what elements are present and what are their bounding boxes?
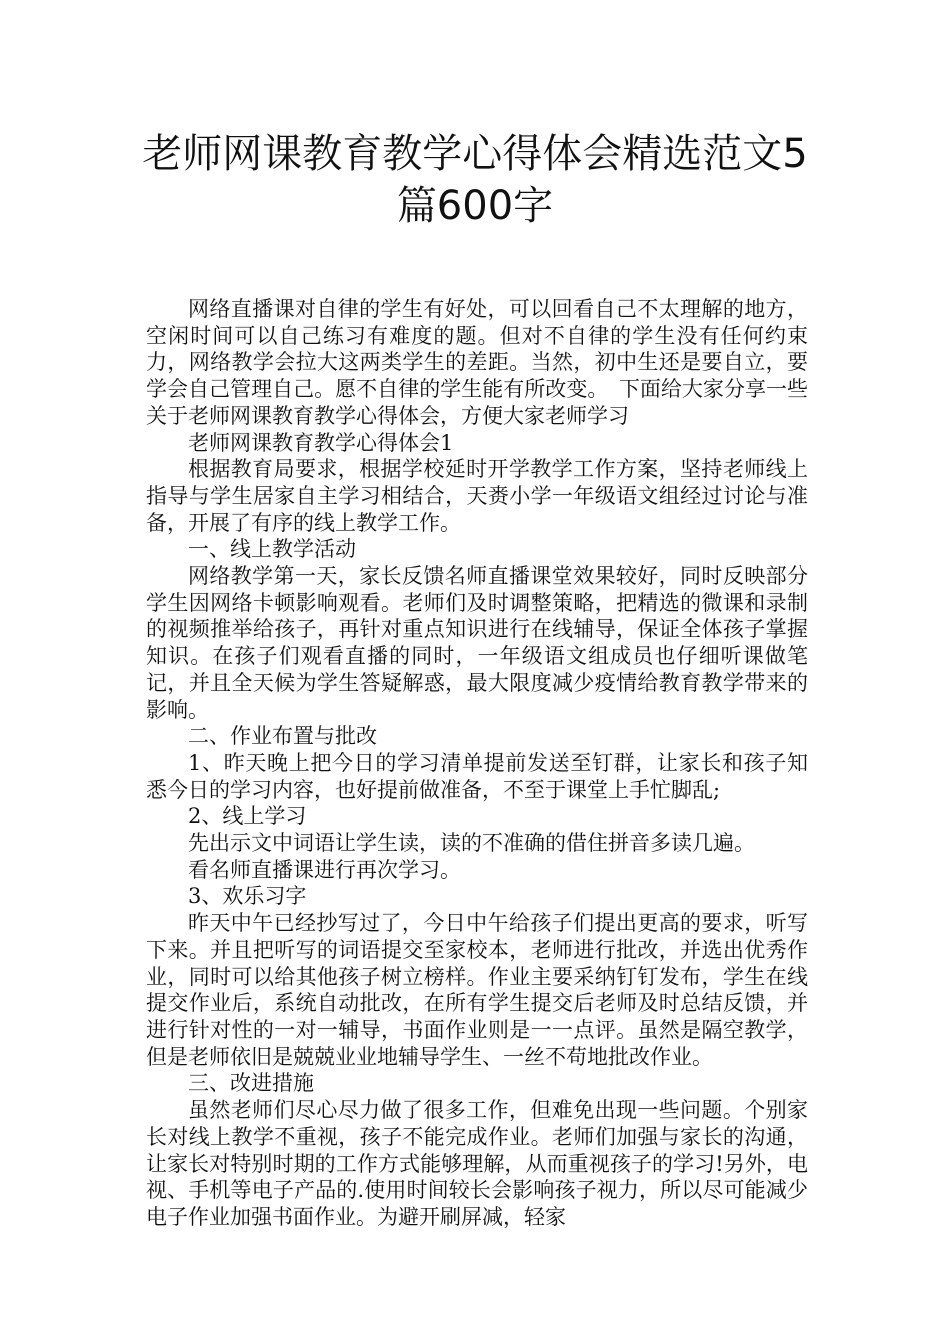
- body-paragraph: 1、昨天晚上把今日的学习清单提前发送至钉群，让家长和孩子知悉今日的学习内容，也好提前做准备，不至于课堂上手忙脚乱;: [146, 750, 808, 802]
- body-paragraph: 看名师直播课进行再次学习。: [188, 857, 461, 882]
- document-body: [146, 296, 808, 1231]
- subsection-heading: 3、欢乐习字: [188, 884, 307, 909]
- section-heading: 三、改进措施: [188, 1071, 314, 1096]
- body-paragraph: 网络教学第一天，家长反馈名师直播课堂效果较好，同时反映部分学生因网络卡顿影响观看。老师们及时调整策略，把精选的微课和录制的视频推举给孩子，再针对重点知识进行在线辅导，保证全体孩子掌握知识。在孩子们观看直播的同时，一年级语文组成员也仔细听课做笔记，并且全天候为学生答疑解惑，最大限度减少疫情给教育教学带来的影响。: [146, 564, 808, 722]
- section-heading: 老师网课教育教学心得体会1: [188, 430, 454, 455]
- body-paragraph: 虽然老师们尽心尽力做了很多工作，但难免出现一些问题。个别家长对线上教学不重视，孩子不能完成作业。老师们加强与家长的沟通，让家长对特别时期的工作方式能够理解，从而重视孩子的学习!另外，电视、手机等电子产品的.使用时间较长会影响孩子视力，所以尽可能减少电子作业加强书面作业。为避开刷屏减，轻家: [146, 1098, 808, 1229]
- body-paragraph: 先出示文中词语让学生读，读的不准确的借住拼音多读几遍。: [188, 831, 755, 856]
- document-title: 老师网课教育教学心得体会精选范文5篇600字: [142, 131, 808, 229]
- intro-paragraph: 网络直播课对自律的学生有好处，可以回看自己不太理解的地方，空闲时间可以自己练习有难度的题。但对不自律的学生没有任何约束力，网络教学会拉大这两类学生的差距。当然，初中生还是要自立，要学会自己管理自己。愿不自律的学生能有所改变。 下面给大家分享一些关于老师网课教育教学心得体会，方便大家老师学习: [146, 297, 808, 428]
- body-paragraph: 根据教育局要求，根据学校延时开学教学工作方案，坚持老师线上指导与学生居家自主学习相结合，天赉小学一年级语文组经过讨论与准备，开展了有序的线上教学工作。: [146, 457, 808, 535]
- body-paragraph: 昨天中午已经抄写过了，今日中午给孩子们提出更高的要求，听写下来。并且把听写的词语提交至家校本，老师进行批改，并选出优秀作业，同时可以给其他孩子树立榜样。作业主要采纳钉钉发布，学生在线提交作业后，系统自动批改，在所有学生提交后老师及时总结反馈，并进行针对性的一对一辅导，书面作业则是一一点评。虽然是隔空教学，但是老师依旧是兢兢业业地辅导学生、一丝不苟地批改作业。: [146, 911, 808, 1069]
- subsection-heading: 2、线上学习: [188, 804, 307, 829]
- section-heading: 二、作业布置与批改: [188, 724, 377, 749]
- section-heading: 一、线上教学活动: [188, 537, 356, 562]
